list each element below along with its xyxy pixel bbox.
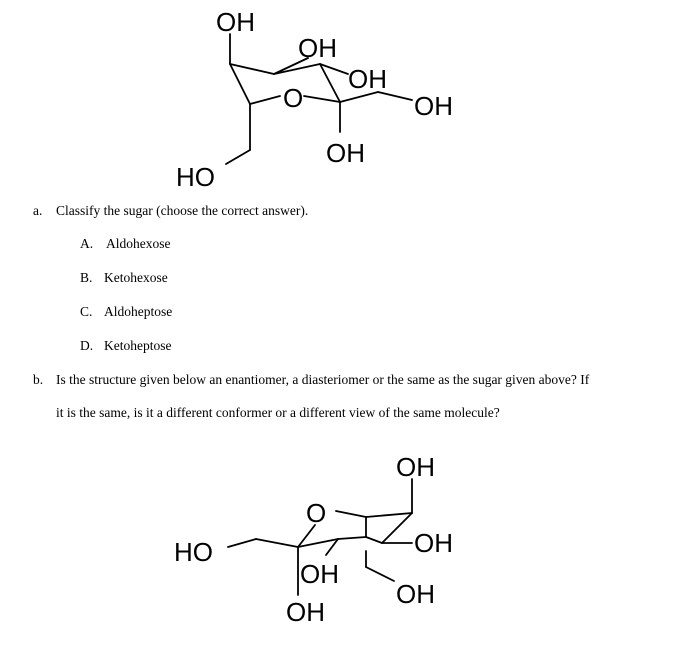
bond	[338, 537, 366, 539]
option-b-text: Ketohexose	[104, 270, 168, 285]
option-a-letter: A.	[80, 236, 94, 251]
structure-2-drawing	[0, 445, 673, 650]
atom-label-oh: OH	[286, 597, 325, 627]
atom-label-oh: OH	[396, 452, 435, 482]
atom-label-oh: OH	[396, 579, 435, 609]
bond	[250, 96, 280, 104]
structure-1	[0, 0, 673, 195]
bond	[366, 513, 412, 517]
structure-1-drawing	[0, 0, 673, 195]
question-a-letter: a.	[33, 203, 43, 218]
option-d-letter: D.	[80, 338, 94, 353]
atom-label-oh: OH	[414, 91, 453, 121]
bond	[228, 539, 256, 547]
bond	[230, 64, 274, 74]
atom-label-oh: OH	[414, 528, 453, 558]
question-a-text: Classify the sugar (choose the correct answer).	[56, 203, 309, 218]
bond	[304, 96, 340, 102]
bond	[336, 511, 366, 517]
bond	[226, 150, 250, 164]
option-c-letter: C.	[80, 304, 93, 319]
bond	[230, 64, 250, 104]
atom-label-oh: OH	[216, 7, 255, 37]
structure-2	[0, 445, 673, 650]
bond	[366, 537, 382, 543]
question-b-line1: Is the structure given below an enantiomer, a diasteriomer or the same as the sugar given above? If	[56, 372, 590, 387]
question-b-line2: it is the same, is it a different conformer or a different view of the same molecule?	[56, 405, 500, 420]
option-c-text: Aldoheptose	[104, 304, 173, 319]
atom-label-ho: HO	[176, 162, 215, 192]
option-d-text: Ketoheptose	[104, 338, 172, 353]
atom-label-oh: OH	[300, 559, 339, 589]
atom-label-oh: OH	[326, 138, 365, 168]
bond	[382, 513, 412, 543]
atom-label-ho: HO	[174, 537, 213, 567]
atom-label-oh: OH	[298, 33, 337, 63]
atom-label-ring-o: O	[306, 498, 327, 528]
question-b-letter: b.	[33, 372, 44, 387]
option-b-letter: B.	[80, 270, 93, 285]
atom-label-oh: OH	[348, 64, 387, 94]
option-a-text: Aldohexose	[106, 236, 171, 251]
bond	[366, 567, 394, 581]
atom-label-ring-o: O	[283, 83, 304, 113]
bond	[274, 64, 320, 74]
bond	[256, 539, 298, 547]
